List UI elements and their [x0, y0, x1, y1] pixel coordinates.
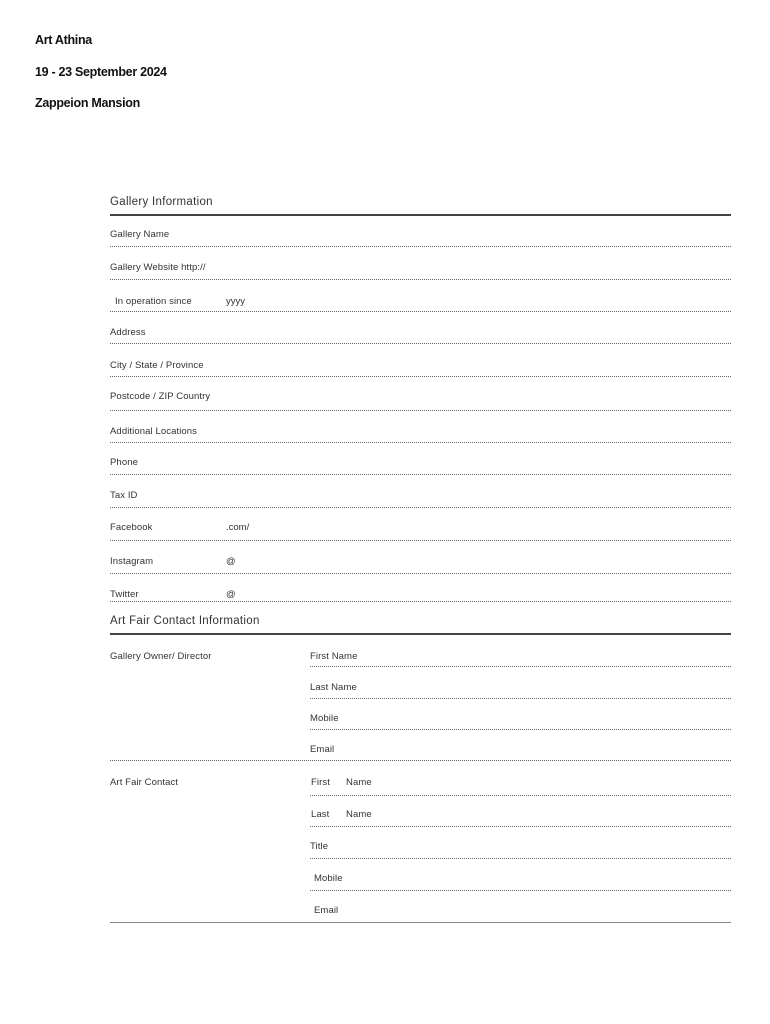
event-venue: Zappeion Mansion: [35, 96, 140, 110]
owner-mobile-field[interactable]: [310, 729, 731, 730]
phone-label: Phone: [110, 457, 138, 468]
in-operation-label: In operation since: [115, 296, 192, 307]
twitter-field[interactable]: [110, 601, 731, 602]
owner-email-label: Email: [310, 744, 335, 755]
in-operation-hint: yyyy: [226, 296, 245, 307]
contact-last-label: Last: [311, 809, 330, 820]
contact-mobile-label: Mobile: [314, 873, 343, 884]
contact-email-label: Email: [314, 905, 339, 916]
section-divider: [110, 214, 731, 216]
contact-mobile-field[interactable]: [310, 890, 731, 891]
facebook-suffix: .com/: [226, 522, 250, 533]
owner-last-name-field[interactable]: [310, 698, 731, 699]
postcode-label: Postcode / ZIP Country: [110, 391, 211, 402]
instagram-label: Instagram: [110, 556, 154, 567]
address-field[interactable]: [110, 343, 731, 344]
instagram-field[interactable]: [110, 573, 731, 574]
twitter-label: Twitter: [110, 589, 139, 600]
contact-first-name-word: Name: [346, 777, 372, 788]
phone-field[interactable]: [110, 474, 731, 475]
contact-first-name-field[interactable]: [310, 795, 731, 796]
in-operation-field[interactable]: [110, 311, 731, 312]
owner-label: Gallery Owner/ Director: [110, 651, 212, 662]
event-dates: 19 - 23 September 2024: [35, 65, 167, 79]
website-field[interactable]: [110, 279, 731, 280]
contact-email-field[interactable]: [110, 922, 731, 923]
gallery-name-field[interactable]: [110, 246, 731, 247]
gallery-name-label: Gallery Name: [110, 229, 170, 240]
fair-contact-label: Art Fair Contact: [110, 777, 179, 788]
facebook-field[interactable]: [110, 540, 731, 541]
additional-locations-field[interactable]: [110, 442, 731, 443]
tax-id-field[interactable]: [110, 507, 731, 508]
event-name: Art Athina: [35, 33, 92, 47]
tax-id-label: Tax ID: [110, 490, 138, 501]
contact-section-title: Art Fair Contact Information: [110, 615, 260, 627]
city-label: City / State / Province: [110, 360, 204, 371]
additional-locations-label: Additional Locations: [110, 426, 198, 437]
contact-title-label: Title: [310, 841, 329, 852]
owner-mobile-label: Mobile: [310, 713, 339, 724]
owner-first-name-label: First Name: [310, 651, 358, 662]
address-label: Address: [110, 327, 146, 338]
contact-last-name-word: Name: [346, 809, 372, 820]
section-divider: [110, 633, 731, 635]
twitter-prefix: @: [226, 589, 236, 600]
owner-first-name-field[interactable]: [310, 666, 731, 667]
city-field[interactable]: [110, 376, 731, 377]
contact-first-label: First: [311, 777, 330, 788]
facebook-label: Facebook: [110, 522, 153, 533]
owner-last-name-label: Last Name: [310, 682, 357, 693]
contact-title-field[interactable]: [310, 858, 731, 859]
gallery-section-title: Gallery Information: [110, 196, 213, 208]
postcode-field[interactable]: [110, 410, 731, 411]
instagram-prefix: @: [226, 556, 236, 567]
owner-email-field[interactable]: [110, 760, 731, 761]
contact-last-name-field[interactable]: [310, 826, 731, 827]
website-label: Gallery Website http://: [110, 262, 206, 273]
